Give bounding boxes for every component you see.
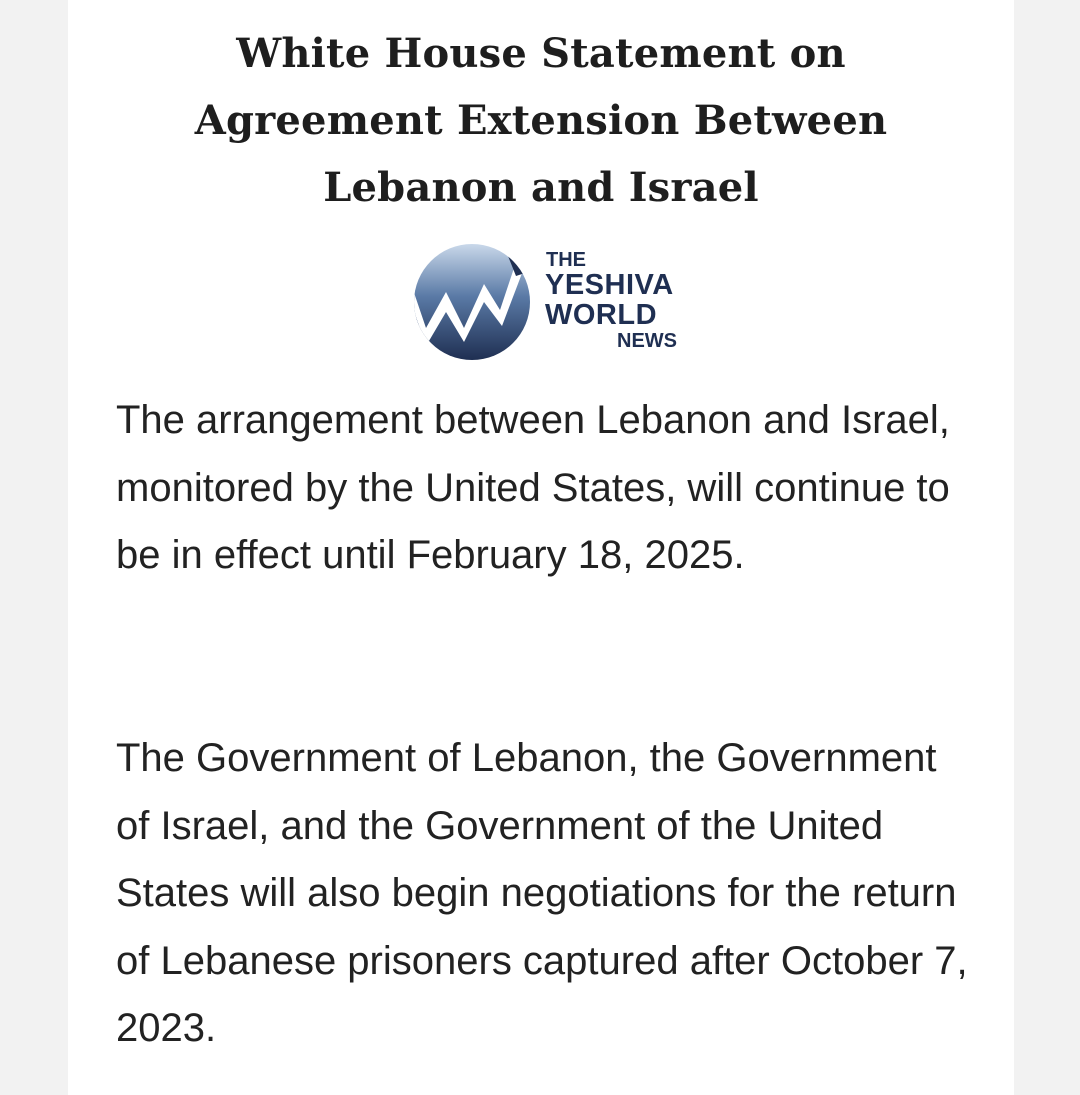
article-title-line-2: Agreement Extension Between [194, 97, 888, 144]
wordmark-world: WORLD [545, 299, 658, 331]
publisher-wordmark [545, 250, 677, 351]
article-title-line-3: Lebanon and Israel [323, 164, 759, 211]
wordmark-yeshiva: YESHIVA [545, 269, 674, 301]
article-title-line-1: White House Statement on [236, 30, 846, 77]
article-card [68, 0, 1014, 1095]
article-title [68, 20, 1014, 221]
wordmark-the: THE [546, 249, 586, 271]
article-paragraph-1: The arrangement between Lebanon and Israel, monitored by the United States, will continue to be in effect until February 18, 2025. [116, 398, 950, 577]
yeshiva-world-news-logo-icon [412, 242, 532, 362]
publisher-logo [412, 242, 702, 364]
article-paragraph-2: The Government of Lebanon, the Government of Israel, and the Government of the United States will also begin negotiations for the return of Lebanese prisoners captured after October 7, 2023. [116, 736, 968, 1050]
wordmark-news: NEWS [617, 330, 677, 352]
